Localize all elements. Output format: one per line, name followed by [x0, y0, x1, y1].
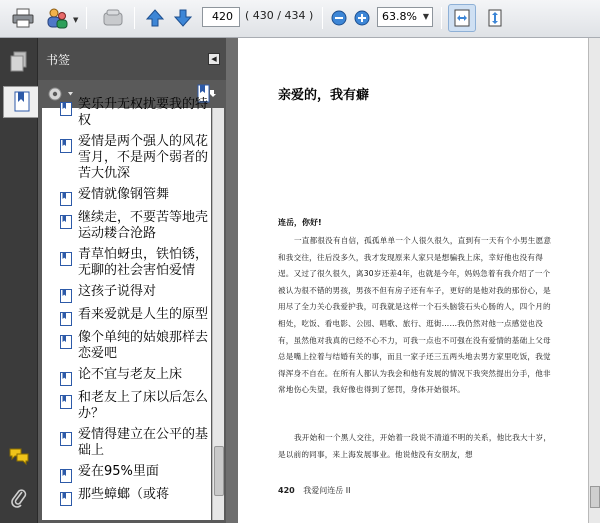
- bookmark-item[interactable]: [42, 464, 211, 482]
- bookmark-item[interactable]: [42, 367, 211, 385]
- document-scrollbar[interactable]: [588, 38, 600, 523]
- zoom-level-select[interactable]: [377, 7, 433, 27]
- bookmarks-scrollbar[interactable]: [212, 108, 224, 520]
- panel-splitter[interactable]: [226, 38, 238, 523]
- zoom-out-button[interactable]: [331, 10, 347, 26]
- arrow-down-icon: [173, 8, 193, 28]
- document-view: [226, 38, 588, 523]
- bookmark-page-icon: [60, 251, 72, 265]
- fit-page-button[interactable]: [481, 4, 509, 32]
- bookmark-page-icon: [60, 101, 72, 115]
- body-paragraph: 我开始和一个黑人交往，开始着一段说不清道不明的关系，他比我大十岁，是以前的同事，来上海发展事业。他说他没有女朋友，想: [278, 433, 552, 459]
- printer-icon: [12, 8, 34, 28]
- bookmarks-list: [42, 97, 211, 520]
- bookmarks-panel: [38, 38, 226, 523]
- fit-width-button[interactable]: [448, 4, 476, 32]
- bookmark-item[interactable]: [42, 210, 211, 242]
- page-count-label: ( 430 / 434 ): [245, 9, 314, 22]
- comments-icon: [8, 446, 30, 466]
- bookmark-page-icon: [60, 288, 72, 302]
- body-paragraph: 一直都很没有自信，孤孤单单一个人很久很久，直到有一天有个小男生愿意和我交往，往后没多久，我才发现原来人家只是想骗我上床，幸好他也没有得逞。又过了很久很久，离30岁还差4年，也就是今年，妈妈急着有我介绍了一个被认为很不错的男孩，男孩不但有房子还有车子，更好的是他对我的那份心，是用尽了全力关心我爱护我，可我就是这样一个石头脑袋石头心肠的人，四个月的相处，吃饭、看电影、公园、唱歌、旅行、逛街……我仍然对他一点感觉也没有，虽然他对我真的已经不心不力，可我一点也不可强在没有爱情的基础上父母总是嘴上拉着与结婚有关的事，而且一家子还三五两头地去男方家里吃饭，我觉得浑身不自在。在所有人都认为我会和他有发展的情况下我突然提出分手，他非常地伤心失望，我好像也得到了惩罚，身体开始很坏。: [278, 236, 552, 395]
- bookmark-page-icon: [60, 468, 72, 482]
- bookmark-item[interactable]: [42, 307, 211, 325]
- bookmark-page-icon: [60, 138, 72, 152]
- bookmark-item[interactable]: [42, 134, 211, 182]
- bookmark-item[interactable]: [42, 284, 211, 302]
- bookmark-page-icon: [60, 371, 72, 385]
- zoom-level-value: 63.8%: [382, 10, 417, 23]
- collaborate-dropdown-icon[interactable]: ▼: [73, 16, 79, 24]
- bookmark-label: 论不宜与老友上床: [78, 367, 183, 382]
- bookmark-label: 像个单纯的姑娘那样去恋爱吧: [78, 330, 209, 361]
- fit-page-icon: [485, 8, 505, 28]
- print-button[interactable]: [9, 4, 37, 32]
- pages-icon: [10, 51, 28, 73]
- bookmark-item[interactable]: [42, 390, 211, 422]
- paperclip-icon: [10, 487, 28, 509]
- zoom-in-button[interactable]: [354, 10, 370, 26]
- page-number-input[interactable]: 420: [202, 7, 240, 27]
- collapse-panel-button[interactable]: ◀: [208, 53, 220, 65]
- bookmarks-header: [38, 38, 226, 80]
- bookmark-label: 那些蟑螂（或蒋: [78, 487, 170, 502]
- bookmark-page-icon: [60, 491, 72, 505]
- bookmark-page-icon: [60, 334, 72, 348]
- bookmarks-scrollbar-thumb[interactable]: [214, 446, 224, 496]
- bookmark-page-icon: [60, 191, 72, 205]
- previous-page-button[interactable]: [141, 4, 169, 32]
- bookmark-label: 爱在95%里面: [78, 464, 159, 479]
- plus-circle-icon: [354, 10, 370, 26]
- bookmark-icon: [13, 91, 31, 113]
- comments-panel-button[interactable]: [3, 440, 35, 472]
- bookmark-label: 看来爱就是人生的原型: [78, 307, 209, 322]
- minus-circle-icon: [331, 10, 347, 26]
- toolbar: [0, 0, 600, 38]
- footer-page-number: 420: [278, 486, 295, 495]
- bookmarks-panel-button[interactable]: [3, 86, 39, 118]
- letter-salutation: 连岳，你好!: [278, 218, 322, 227]
- people-icon: [45, 7, 69, 29]
- bookmark-item[interactable]: [42, 330, 211, 362]
- chevron-down-icon: ▼: [422, 12, 429, 21]
- attachments-panel-button[interactable]: [3, 482, 35, 514]
- fit-width-icon: [452, 8, 472, 28]
- bookmark-item[interactable]: [42, 427, 211, 459]
- bookmark-item[interactable]: [42, 487, 211, 505]
- bookmark-page-icon: [60, 431, 72, 445]
- pages-panel-button[interactable]: [3, 46, 35, 78]
- hand-tool-button[interactable]: [99, 4, 127, 32]
- arrow-up-icon: [145, 8, 165, 28]
- bookmark-label: 这孩子说得对: [78, 284, 157, 299]
- bookmark-label: 爱情就像钢管舞: [78, 187, 170, 202]
- bookmark-label: 和老友上了床以后怎么办？: [78, 390, 209, 421]
- bookmark-label: 青草怕蚜虫，铁怕锈，无聊的社会害怕爱情: [78, 247, 209, 278]
- bookmark-item[interactable]: [42, 97, 211, 129]
- bookmark-page-icon: [60, 311, 72, 325]
- bookmark-label: 继续走，不要苦等地壳运动耧合沧路: [78, 210, 209, 241]
- navigation-pane: [0, 38, 38, 523]
- bookmarks-title: 书签: [46, 53, 71, 67]
- bookmark-page-icon: [60, 394, 72, 408]
- hand-icon: [101, 8, 125, 28]
- bookmark-item[interactable]: [42, 247, 211, 279]
- bookmark-label: 笑乐升无权扰要我的特权: [78, 97, 209, 128]
- bookmark-label: 爱情是两个强人的风花雪月，不是两个弱者的苦大仇深: [78, 134, 209, 181]
- page-footer: [278, 485, 351, 496]
- pdf-page: [238, 38, 588, 523]
- next-page-button[interactable]: [169, 4, 197, 32]
- bookmark-item[interactable]: [42, 187, 211, 205]
- chapter-title: 亲爱的，我有癖: [278, 88, 370, 103]
- footer-book-title: 我爱问连岳 II: [303, 486, 351, 495]
- bookmark-label: 爱情得建立在公平的基础上: [78, 427, 209, 458]
- document-scrollbar-thumb[interactable]: [590, 486, 600, 508]
- collaborate-button[interactable]: [43, 4, 71, 32]
- bookmark-page-icon: [60, 214, 72, 228]
